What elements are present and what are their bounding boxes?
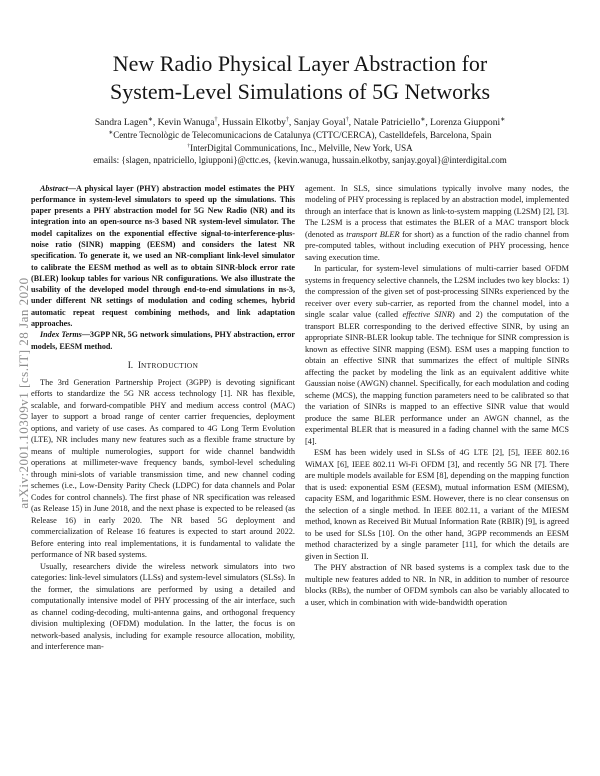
paper-title-line1: New Radio Physical Layer Abstraction for <box>112 51 488 76</box>
email-line: emails: {slagen, npatriciello, lgiupponi}@cttc.es, {kevin.wanuga, hussain.elkotby, sanjay.goyal}@interdigital.com <box>93 155 507 165</box>
intro-paragraph-2: Usually, researchers divide the wireless network simulators into two categories: link-level simulators (LLSs) and system-level simulators (SLSs). In the former, the simulations are performed by using a detailed and computationally intensive model of PHY processing of the air interface, such as channel coding-decoding, multi-antenna gains, and orthogonal frequency division multiplexing (OFDM) modulation. In the latter, the focus is on network-based analysis, including for example resource allocation, mobility, and interference man- <box>31 561 295 652</box>
arxiv-watermark: arXiv:2001.10309v1 [cs.IT] 28 Jan 2020 <box>16 277 31 509</box>
left-column <box>31 183 295 653</box>
intro-paragraph-5: The PHY abstraction of NR based systems is a complex task due to the multiple new features added to NR. In NR, in addition to number of resource blocks (RBs), the number of OFDM symbols can also be variably allocated to a user, which in combination with wide-bandwidth operation <box>305 563 569 607</box>
index-terms-paragraph: Index Terms—3GPP NR, 5G network simulations, PHY abstraction, error models, EESM method. <box>31 330 296 351</box>
author-line: Sandra Lagen∗, Kevin Wanuga†, Hussain Elkotby†, Sanjay Goyal†, Natale Patriciello∗, Lorenza Giupponi∗ <box>94 116 506 128</box>
right-column <box>305 183 569 653</box>
intro-paragraph-4: ESM has been widely used in SLSs of 4G LTE [2], [5], IEEE 802.16 WiMAX [6], IEEE 802.11 Wi-Fi OFDM [3], and recently 5G NR [7]. There are multiple models available for ESM [8], depending on the mapping function that is used: exponential ESM (EESM), mutual information ESM (MIESM), capacity ESM, and logarithmic ESM. However, there is no clear consensus on the selection of a single method. In IEEE 802.11, a variant of the MIESM method, known as Received Bit Mutual Information Rate (RBIR) [9], is agreed to be used for SLSs [10]. On the other hand, 3GPP recommends an EESM method characterized by a single parameter [11], for which the details are given in Section II. <box>305 448 569 561</box>
paper-header <box>0 0 600 167</box>
paper-title-line2: System-Level Simulations of 5G Networks <box>109 79 491 104</box>
abstract-paragraph: Abstract—A physical layer (PHY) abstraction model estimates the PHY performance in system-level simulators to speed up the simulations. This paper presents a PHY abstraction model for 5G New Radio (NR) and its integration into an open-source ns-3 based NR system-level simulator. The model capitalizes on the exponential effective signal-to-interference-plus-noise ratio (SINR) mapping (EESM) and considers the latest NR specification. To generate it, we used an NR-compliant link-level simulator to calibrate the EESM method as well as to obtain SINR-block error rate (BLER) lookup tables for various NR configurations. We also illustrate the usability of the developed model through end-to-end simulations in ns-3, under different NR settings of modulation and coding schemes, hybrid automatic repeat request combining methods, and link adaptation approaches. <box>31 183 295 329</box>
two-column-body <box>0 183 600 653</box>
intro-paragraph-2-continued: agement. In SLS, since simulations typically involve many nodes, the modeling of PHY processing is replaced by an abstraction model, implemented through an interface that is known as link-to-system mapping (L2SM) [2], [3]. The L2SM is a process that estimates the BLER of a MAC transport block (denoted as transport BLER for short) as a function of the radio channel from pre-computed tables, without including execution of PHY processing, hence saving execution time. <box>305 183 569 262</box>
intro-paragraph-1: The 3rd Generation Partnership Project (3GPP) is devoting significant efforts to standardize the 5G NR access technology [1]. NR has flexible, scalable, and forward-compatible PHY and medium access control (MAC) layer to support a broad range of center carrier frequencies, deployment options, and variety of use cases. As compared to 4G Long Term Evolution (LTE), NR includes many new features such as a flexible frame structure by means of multiple numerologies, support for wide channel bandwidth operations at millimeter-wave frequency bands, symbol-level scheduling through mini-slots of variable transmission time, and new channel coding schemes (i.e., Low-Density Parity Check (LDPC) for data channels and Polar Codes for control channels). The first phase of NR specification was released (as Release 15) in June 2018, and the next phase is expected to be released (as Release 16) in early 2020. The NR based 5G deployment and commercialization of Release 16 features is expected to start around 2022. Before entering into real implementations, it is fundamental to validate the performance of NR based systems. <box>31 377 295 560</box>
paper-title <box>0 50 600 106</box>
intro-paragraph-3: In particular, for system-level simulations of multi-carrier based OFDM systems in frequency selective channels, the L2SM includes two key blocks: 1) the compression of the given set of post-processing SINRs experienced by the receiver over every sub-carrier, as reported from the channel model, into a single scalar value (called effective SINR) and 2) the computation of the transport BLER corresponding to the derived effective SINR, by using an appropriate SINR-BLER lookup table. The technique for SINR compression is known as effective SINR mapping (ESM). ESM uses a mapping function to obtain an effective SINR that summarizes the effect of multiple SINRs affecting the packet by modeling the link as an equivalent additive white Gaussian noise (AWGN) channel. Specifically, for each modulation and coding scheme (MCS), the mapping function parameters need to be calibrated so that the variation of SINRs is mapped to an effective SINR value that would produce the same BLER performance under an AWGN channel, as the experimental BLER that is measured in a fading channel with the same MCS [4]. <box>305 264 569 446</box>
section-heading-introduction: I. INTRODUCTION <box>127 360 199 371</box>
affiliation-interdigital: †InterDigital Communications, Inc., Melville, New York, USA <box>187 142 413 153</box>
affiliation-cttc: ∗Centre Tecnològic de Telecomunicacions de Catalunya (CTTC/CERCA), Castelldefels, Barcelona, Spain <box>108 130 492 140</box>
